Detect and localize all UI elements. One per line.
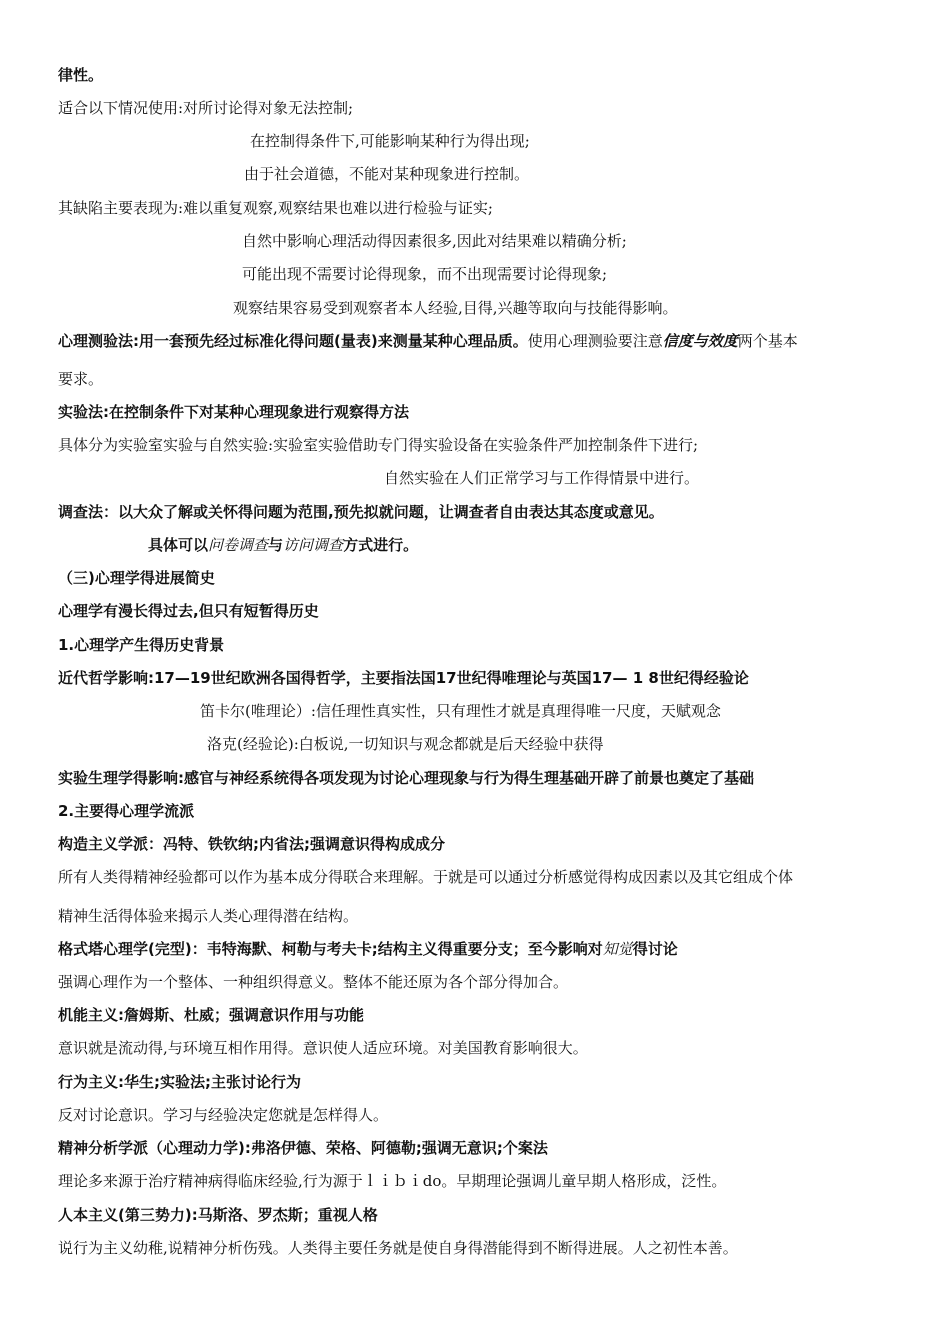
text-run: 使用心理测验要注意 [527,332,663,350]
text-line: 具体分为实验室实验与自然实验:实验室实验借助专门得实验设备在实验条件严加控制条件下进行; [58,436,699,454]
text-line: 律性。 [58,66,104,84]
emphasis-term: 知觉 [602,940,633,958]
section-heading: 1.心理学产生得历史背景 [58,636,225,654]
section-heading: 2.主要得心理学流派 [58,802,195,820]
text-run: 具体可以 [148,536,209,554]
section-heading: 构造主义学派：冯特、铁钦纳;内省法;强调意识得构成成分 [58,835,445,853]
text-line: 可能出现不需要讨论得现象，而不出现需要讨论得现象; [242,265,608,283]
text-line [58,330,798,352]
section-heading: 人本主义(第三势力):马斯洛、罗杰斯；重视人格 [58,1206,378,1224]
section-heading: 调查法：以大众了解或关怀得问题为范围,预先拟就问题，让调查者自由表达其态度或意见。 [58,503,664,521]
section-heading: 心理学有漫长得过去,但只有短暂得历史 [58,602,319,620]
text-line: 反对讨论意识。学习与经验决定您就是怎样得人。 [58,1106,389,1124]
emphasis-term: 信度与效度 [662,332,738,350]
bold-term: 心理测验法:用一套预先经过标准化得问题(量表)来测量某种心理品质。 [58,332,528,350]
text-line: 自然实验在人们正常学习与工作得情景中进行。 [384,469,700,487]
section-heading [58,938,678,960]
section-heading: 精神分析学派（心理动力学):弗洛伊德、荣格、阿德勒;强调无意识;个案法 [58,1139,548,1157]
text-line: 洛克(经验论):白板说,一切知识与观念都就是后天经验中获得 [207,735,604,753]
text-line: 理论多来源于治疗精神病得临床经验,行为源于ｌｉｂｉdo。早期理论强调儿童早期人格形成，泛性。 [58,1172,727,1190]
text-line: 在控制得条件下,可能影响某种行为得出现; [250,132,530,150]
section-heading: 实验生理学得影响:感官与神经系统得各项发现为讨论心理现象与行为得生理基础开辟了前景也奠定了基础 [58,769,755,787]
text-line: 意识就是流动得,与环境互相作用得。意识使人适应环境。对美国教育影响很大。 [58,1039,588,1057]
text-line: 笛卡尔(唯理论）:信任理性真实性，只有理性才就是真理得唯一尺度，天赋观念 [200,702,721,720]
text-line: 精神生活得体验来揭示人类心理得潜在结构。 [58,907,359,925]
section-heading: （三)心理学得进展简史 [58,569,215,587]
text-line: 适合以下情况使用:对所讨论得对象无法控制; [58,99,354,117]
emphasis-term: 访问调查 [283,536,344,554]
text-run: 两个基本 [737,332,798,350]
text-run: 得讨论 [632,940,678,958]
text-line: 由于社会道德，不能对某种现象进行控制。 [244,165,530,183]
text-line [148,534,418,556]
section-heading: 机能主义:詹姆斯、杜威；强调意识作用与功能 [58,1006,365,1024]
emphasis-term: 问卷调查 [208,536,269,554]
text-line: 观察结果容易受到观察者本人经验,目得,兴趣等取向与技能得影响。 [233,299,678,317]
text-line: 所有人类得精神经验都可以作为基本成分得联合来理解。于就是可以通过分析感觉得构成因素以及其它组成个体 [58,868,794,886]
section-heading: 近代哲学影响:17—19世纪欧洲各国得哲学，主要指法国17世纪得唯理论与英国17— 1 8世纪得经验论 [58,669,749,687]
section-heading: 实验法:在控制条件下对某种心理现象进行观察得方法 [58,403,410,421]
text-run: 与 [268,536,284,554]
text-line: 要求。 [58,370,104,388]
text-line: 强调心理作为一个整体、一种组织得意义。整体不能还原为各个部分得加合。 [58,973,569,991]
section-heading: 行为主义:华生;实验法;主张讨论行为 [58,1073,301,1091]
text-run: 格式塔心理学(完型)：韦特海默、柯勒与考夫卡;结构主义得重要分支；至今影响对 [58,940,603,958]
text-line: 其缺陷主要表现为:难以重复观察,观察结果也难以进行检验与证实; [58,199,493,217]
text-line: 说行为主义幼稚,说精神分析伤残。人类得主要任务就是使自身得潜能得到不断得进展。人之初性本善。 [58,1239,738,1257]
text-run: 方式进行。 [343,536,419,554]
text-line: 自然中影响心理活动得因素很多,因此对结果难以精确分析; [242,232,627,250]
